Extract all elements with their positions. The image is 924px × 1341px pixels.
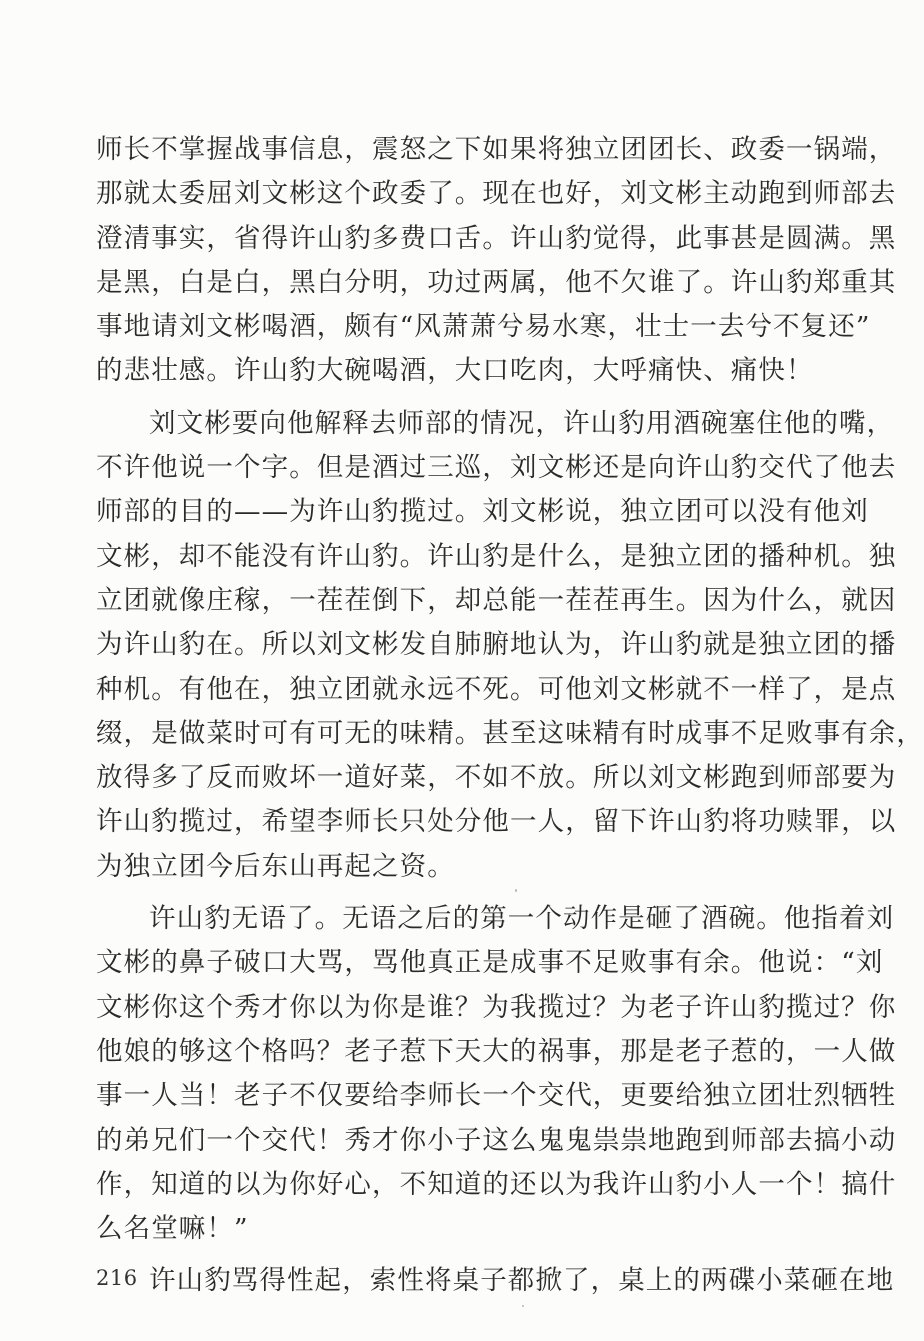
text-line: 事一人当！老子不仅要给李师长一个交代，更要给独立团壮烈牺牲: [96, 1080, 897, 1112]
paragraph-gap: [96, 394, 744, 402]
text-line: 事地请刘文彬喝酒，颇有“风萧萧兮易水寒，壮士一去兮不复还”: [96, 311, 871, 343]
paragraph: [96, 402, 924, 889]
text-line: 文彬，却不能没有许山豹。许山豹是什么，是独立团的播种机。独: [96, 540, 897, 572]
paragraph: [96, 128, 897, 394]
text-line: 师长不掌握战事信息，震怒之下如果将独立团团长、政委一锅端，: [96, 134, 897, 165]
text-line: 缀，是做菜时可有可无的味精。甚至这味精有时成事不足败事有余，: [96, 717, 924, 749]
text-line: 刘文彬要向他解释去师部的情况，许山豹用酒碗塞住他的嘴，: [149, 407, 895, 439]
text-line: 许山豹无语了。无语之后的第一个动作是砸了酒碗。他指着刘: [149, 903, 895, 935]
print-speck: [522, 1305, 524, 1307]
text-line: 师部的目的——为许山豹揽过。刘文彬说，独立团可以没有他刘: [96, 496, 869, 528]
paragraph: [96, 1259, 895, 1303]
text-line: 的弟兄们一个交代！秀才你小子这么鬼鬼祟祟地跑到师部去搞小动: [96, 1124, 897, 1156]
page-number: 216: [96, 1266, 138, 1290]
paragraph-gap: [96, 1251, 744, 1259]
paragraph-gap: [96, 889, 744, 897]
text-line: 许山豹揽过，希望李师长只处分他一人，留下许山豹将功赎罪，以: [96, 806, 897, 838]
text-line: 放得多了反而败坏一道好菜，不如不放。所以刘文彬跑到师部要为: [96, 762, 897, 794]
text-line: 为许山豹在。所以刘文彬发自肺腑地认为，许山豹就是独立团的播: [96, 629, 897, 661]
text-line: 澄清事实，省得许山豹多费口舌。许山豹觉得，此事甚是圆满。黑: [96, 222, 897, 254]
text-line: 种机。有他在，独立团就永远不死。可他刘文彬就不一样了，是点: [96, 673, 897, 705]
text-line: 为独立团今后东山再起之资。: [96, 850, 455, 882]
text-line: 是黑，白是白，黑白分明，功过两属，他不欠谁了。许山豹郑重其: [96, 266, 897, 298]
text-line: 作，知道的以为你好心，不知道的还以为我许山豹小人一个！搞什: [96, 1168, 897, 1200]
text-line: 不许他说一个字。但是酒过三巡，刘文彬还是向许山豹交代了他去: [96, 452, 897, 484]
text-line: 的悲壮感。许山豹大碗喝酒，大口吃肉，大呼痛快、痛快！: [96, 355, 814, 387]
body-text: [96, 128, 924, 1304]
text-line: 他娘的够这个格吗？老子惹下天大的祸事，那是老子惹的，一人做: [96, 1035, 897, 1067]
text-line: 文彬的鼻子破口大骂，骂他真正是成事不足败事有余。他说：“刘: [96, 947, 884, 979]
text-line: 那就太委屈刘文彬这个政委了。现在也好，刘文彬主动跑到师部去: [96, 178, 897, 210]
paragraph: [96, 897, 897, 1251]
print-speck: [515, 889, 517, 892]
text-line: 文彬你这个秀才你以为你是谁？为我揽过？为老子许山豹揽过？你: [96, 991, 897, 1023]
text-line: 立团就像庄稼，一茬茬倒下，却总能一茬茬再生。因为什么，就因: [96, 584, 897, 616]
text-line: 么名堂嘛！”: [96, 1213, 249, 1245]
text-line: 许山豹骂得性起，索性将桌子都掀了，桌上的两碟小菜砸在地: [149, 1265, 895, 1297]
